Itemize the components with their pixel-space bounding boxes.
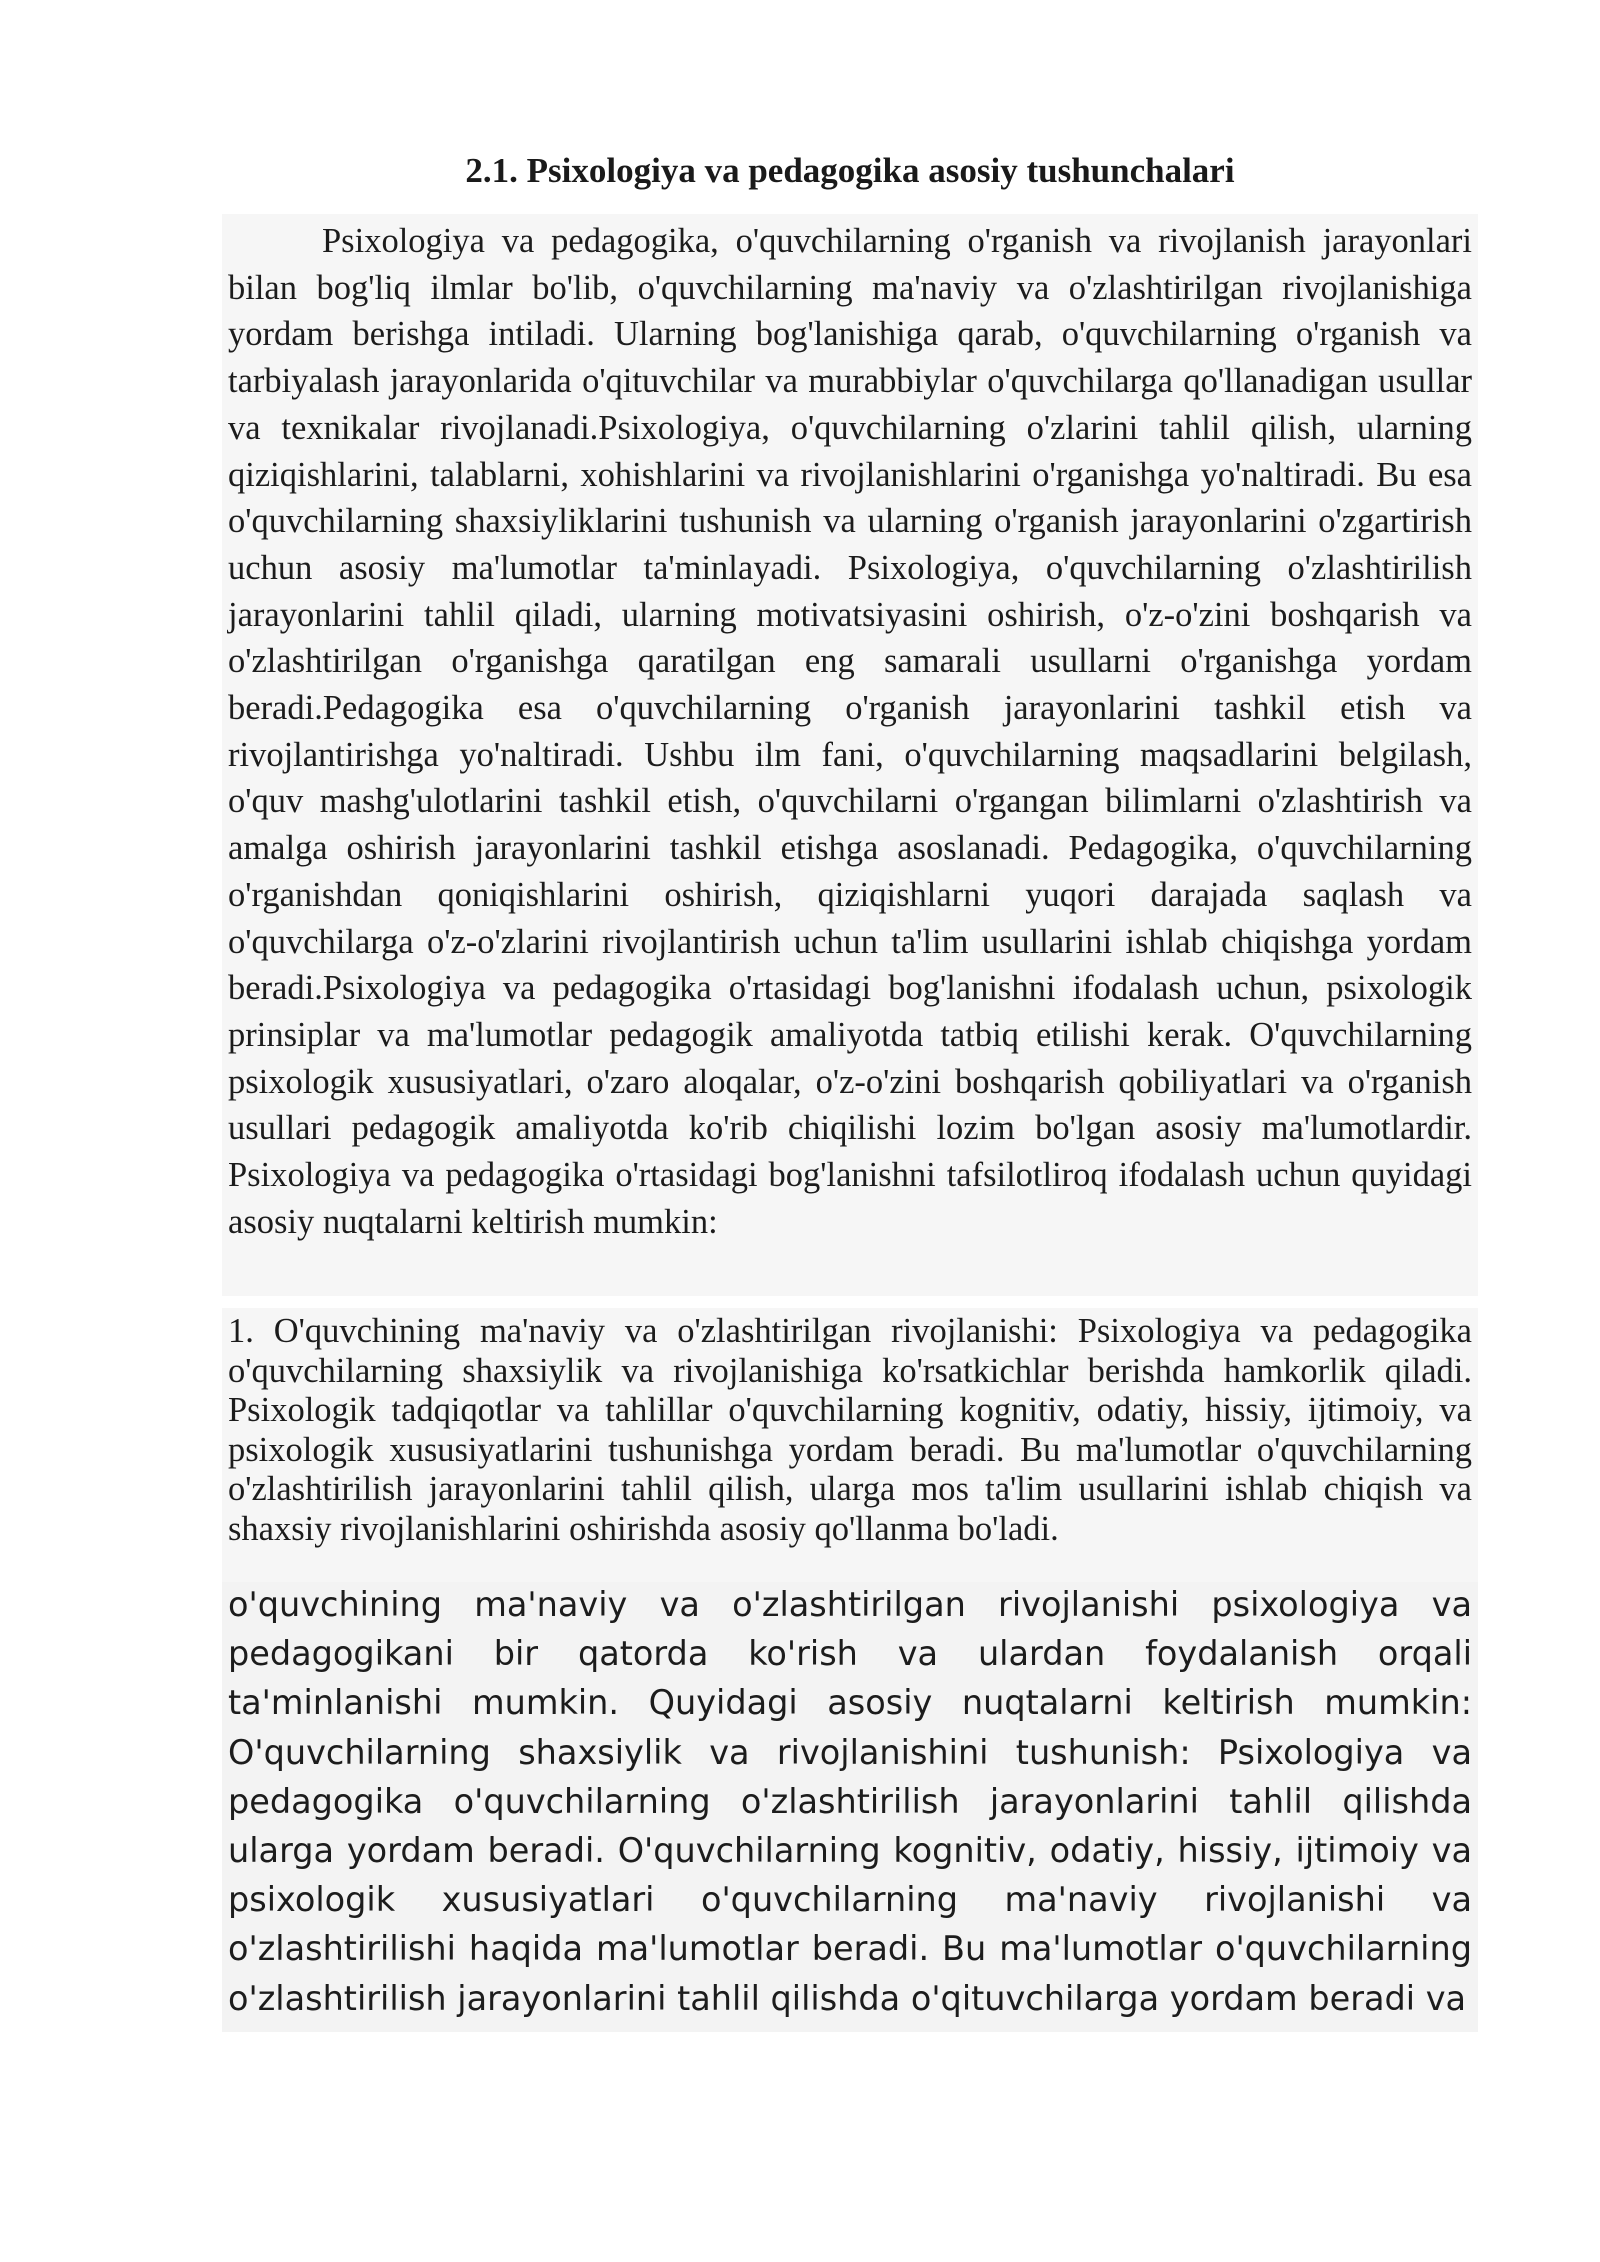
paragraph-intro: Psixologiya va pedagogika, o'quvchilarning o'rganish va rivojlanish jarayonlari bilan bog'liq ilmlar bo'lib, o'quvchilarning ma'naviy va o'zlashtirilgan rivojlanishiga yordam berishga intiladi. Ularning bog'lanishiga qarab, o'quvchilarning o'rganish va tarbiyalash jarayonlarida o'qituvchilar va murabbiylar o'quvchilarga qo'llanadigan usullar va texnikalar rivojlanadi.Psixologiya, o'quvchilarning o'zlarini tahlil qilish, ularning qiziqishlarini, talablarni, xohishlarini va rivojlanishlarini o'rganishga yo'naltiradi. Bu esa o'quvchilarning shaxsiyliklarini tushunish va ularning o'rganish jarayonlarini o'zgartirish uchun asosiy ma'lumotlar ta'minlayadi. Psixologiya, o'quvchilarning o'zlashtirilish jarayonlarini tahlil qiladi, ularning motivatsiyasini oshirish, o'z-o'zini boshqarish va o'zlashtirilgan o'rganishga qaratilgan eng samarali usullarni o'rganishga yordam beradi.Pedagogika esa o'quvchilarning o'rganish jarayonlarini tashkil etish va rivojlantirishga yo'naltiradi. Ushbu ilm fani, o'quvchilarning maqsadlarini belgilash, o'quv mashg'ulotlarini tashkil etish, o'quvchilarni o'rgangan bilimlarni o'zlashtirish va amalga oshirish jarayonlarini tashkil etishga asoslanadi. Pedagogika, o'quvchilarning o'rganishdan qoniqishlarini oshirish, qiziqishlarni yuqori darajada saqlash va o'quvchilarga o'z-o'zlarini rivojlantirish uchun ta'lim usullarini ishlab chiqishga yordam beradi.Psixologiya va pedagogika o'rtasidagi bog'lanishni ifodalash uchun, psixologik prinsiplar va ma'lumotlar pedagogik amaliyotda tatbiq etilishi kerak. O'quvchilarning psixologik xususiyatlari, o'zaro aloqalar, o'z-o'zini boshqarish qobiliyatlari va o'rganish usullari pedagogik amaliyotda ko'rib chiqilishi lozim bo'lgan asosiy ma'lumotlardir. Psixologiya va pedagogika o'rtasidagi bog'lanishni tafsilotliroq ifodalash uchun quyidagi asosiy nuqtalarni keltirish mumkin: (228, 222, 1472, 1241)
paragraph-point-1: 1. O'quvchining ma'naviy va o'zlashtirilgan rivojlanishi: Psixologiya va pedagogika o'quvchilarning shaxsiylik va rivojlanishiga ko'rsatkichlar berishda hamkorlik qiladi. Psixologik tadqiqotlar va tahlillar o'quvchilarning kognitiv, odatiy, hissiy, ijtimoiy, va psixologik xususiyatlarini tushunishga yordam beradi. Bu ma'lumotlar o'quvchilarning o'zlashtirilish jarayonlarini tahlil qilish, ularga mos ta'lim usullarini ishlab chiqish va shaxsiy rivojlanishlarini oshirishda asosiy qo'llanma bo'ladi. (228, 1312, 1472, 1548)
section-title: 2.1. Psixologiya va pedagogika asosiy tushunchalari (465, 151, 1235, 190)
paragraph-continuation: o'quvchining ma'naviy va o'zlashtirilgan rivojlanishi psixologiya va pedagogikani bir qatorda ko'rish va ulardan foydalanish orqali ta'minlanishi mumkin. Quyidagi asosiy nuqtalarni keltirish mumkin: O'quvchilarning shaxsiylik va rivojlanishini tushunish: Psixologiya va pedagogika o'quvchilarning o'zlashtirilish jarayonlarini tahlil qilishda ularga yordam beradi. O'quvchilarning kognitiv, odatiy, hissiy, ijtimoiy va psixologik xususiyatlari o'quvchilarning ma'naviy rivojlanishi va o'zlashtirilishi haqida ma'lumotlar beradi. Bu ma'lumotlar o'quvchilarning o'zlashtirilish jarayonlarini tahlil qilishda o'qituvchilarga yordam beradi va (228, 1585, 1472, 2018)
